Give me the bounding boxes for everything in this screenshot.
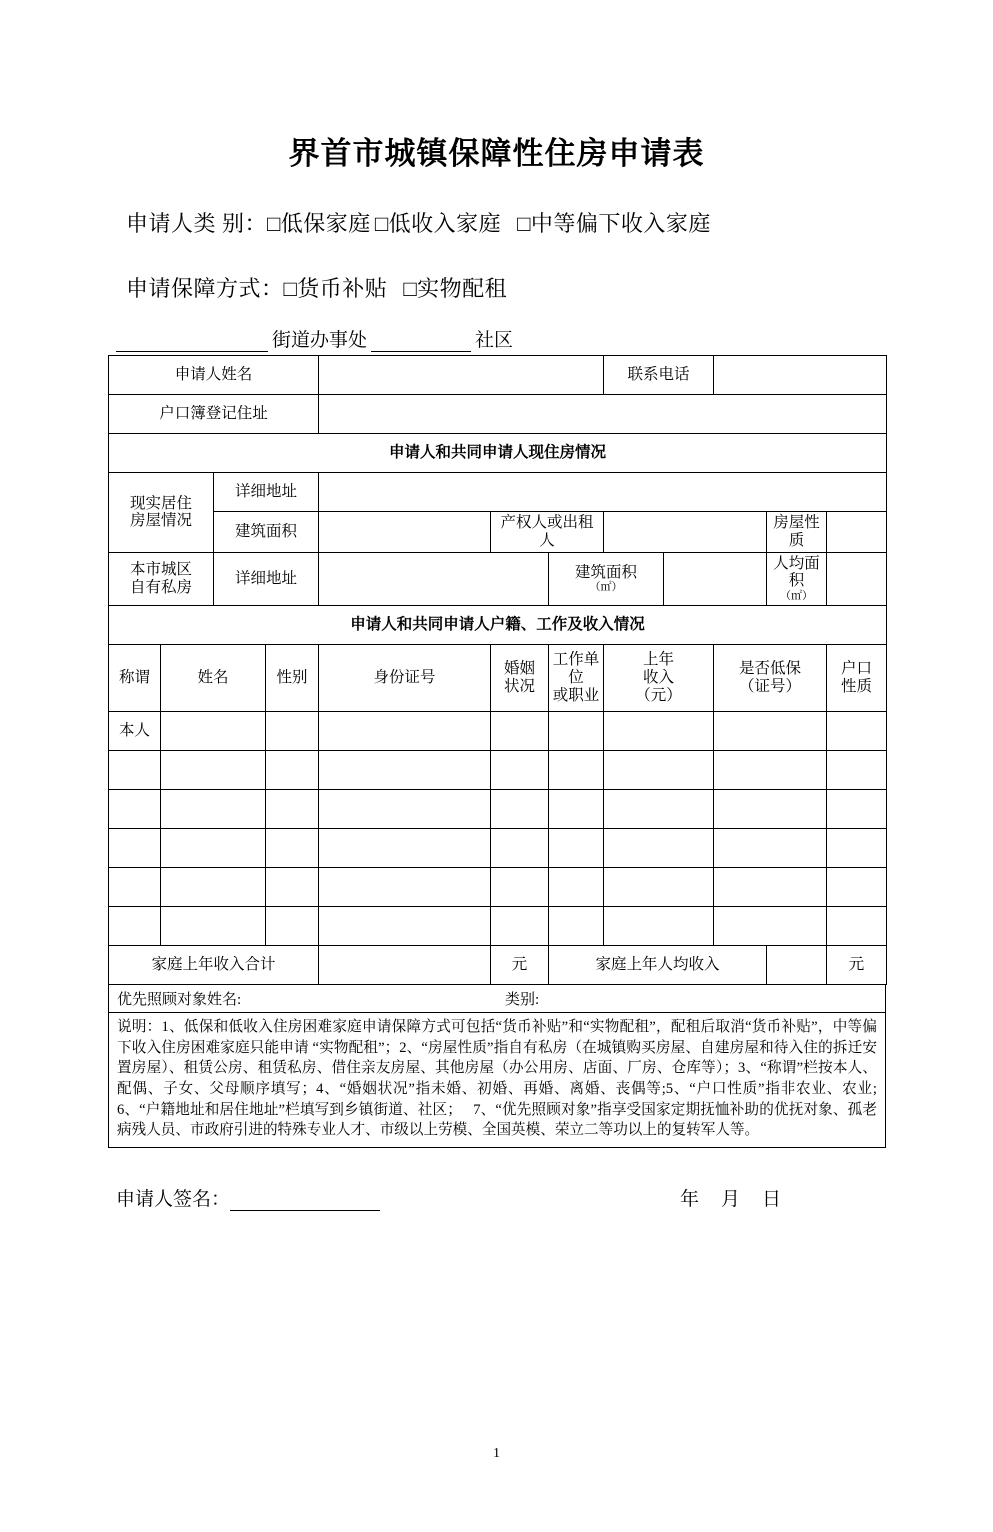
member-relation-input[interactable] — [109, 906, 161, 945]
owner-or-lessor-label: 产权人或出租人 — [491, 512, 604, 553]
page-title: 界首市城镇保障性住房申请表 — [288, 136, 705, 171]
table-row — [109, 512, 887, 553]
member-income-input[interactable] — [604, 828, 714, 867]
applicant-type-option-middlelow[interactable]: □中等偏下收入家庭 — [517, 211, 711, 236]
current-building-area-input[interactable] — [319, 512, 491, 553]
table-row — [109, 434, 887, 473]
member-relation-input[interactable] — [109, 789, 161, 828]
member-row-empty — [109, 750, 887, 789]
member-income-input[interactable] — [604, 906, 714, 945]
member-id-input[interactable] — [319, 867, 491, 906]
member-table-header-row — [109, 644, 887, 711]
family-per-capita-income-input[interactable] — [767, 945, 827, 984]
guarantee-method-line — [126, 272, 885, 303]
income-summary-row — [109, 945, 887, 984]
own-building-area-input[interactable] — [664, 552, 767, 605]
member-dibao-input[interactable] — [714, 906, 827, 945]
priority-name-label: 优先照顾对象姓名: — [117, 991, 242, 1008]
per-capita-area-label-text: 人均面积 — [773, 554, 820, 590]
member-marital-input[interactable] — [491, 906, 549, 945]
priority-type-label: 类别: — [505, 991, 540, 1008]
member-row-empty — [109, 789, 887, 828]
member-relation-input[interactable] — [109, 867, 161, 906]
hukou-address-input[interactable] — [319, 395, 887, 434]
house-nature-label: 房屋性质 — [767, 512, 827, 553]
member-income-input[interactable] — [604, 711, 714, 750]
col-header-last-year-income: 上年 收入 （元） — [604, 644, 714, 711]
applicant-type-option-lowincome[interactable]: □低收入家庭 — [374, 211, 502, 236]
member-id-input[interactable] — [319, 828, 491, 867]
member-gender-input[interactable] — [266, 828, 319, 867]
member-marital-input[interactable] — [491, 828, 549, 867]
member-gender-input[interactable] — [266, 906, 319, 945]
member-row-empty — [109, 828, 887, 867]
current-house-label — [109, 473, 214, 553]
guarantee-method-label: 申请保障方式： — [126, 276, 284, 301]
own-detail-address-input[interactable] — [319, 552, 549, 605]
member-hukou-input[interactable] — [827, 828, 887, 867]
member-row-self — [109, 711, 887, 750]
family-total-income-label: 家庭上年收入合计 — [109, 945, 319, 984]
family-per-capita-income-label: 家庭上年人均收入 — [549, 945, 767, 984]
member-hukou-input[interactable] — [827, 711, 887, 750]
own-house-label-line1: 本市城区 — [129, 560, 192, 578]
section-housing-title: 申请人和共同申请人现住房情况 — [109, 434, 887, 473]
current-house-label-line1: 现实居住 — [129, 494, 192, 512]
signature-label: 申请人签名： — [116, 1189, 231, 1211]
per-capita-area-unit: （㎡） — [780, 590, 814, 603]
page-number: 1 — [493, 1446, 500, 1461]
guarantee-option-money[interactable]: □货币补贴 — [283, 276, 388, 301]
per-capita-area-input[interactable] — [827, 552, 887, 605]
member-hukou-input[interactable] — [827, 906, 887, 945]
member-id-input[interactable] — [319, 711, 491, 750]
table-row — [109, 395, 887, 434]
member-gender-input[interactable] — [266, 867, 319, 906]
member-row-empty — [109, 906, 887, 945]
member-income-input[interactable] — [604, 789, 714, 828]
member-relation-input[interactable] — [109, 828, 161, 867]
family-total-income-unit: 元 — [491, 945, 549, 984]
table-row — [109, 356, 887, 395]
member-hukou-input[interactable] — [827, 789, 887, 828]
street-office-input[interactable] — [116, 329, 268, 352]
table-row — [109, 473, 887, 512]
house-nature-input[interactable] — [827, 512, 887, 553]
member-id-input[interactable] — [319, 906, 491, 945]
current-house-label-line2: 房屋情况 — [129, 512, 192, 530]
member-relation-input[interactable] — [109, 750, 161, 789]
col-header-relation: 称谓 — [109, 644, 161, 711]
own-building-area-unit: （㎡） — [589, 581, 623, 594]
member-employer-input[interactable] — [549, 789, 604, 828]
signature-line — [108, 1184, 885, 1211]
member-row-empty — [109, 867, 887, 906]
member-gender-input[interactable] — [266, 789, 319, 828]
member-marital-input[interactable] — [491, 750, 549, 789]
member-hukou-input[interactable] — [827, 750, 887, 789]
member-dibao-input[interactable] — [714, 789, 827, 828]
col-header-gender: 性别 — [266, 644, 319, 711]
table-row — [109, 605, 887, 644]
member-marital-input[interactable] — [491, 867, 549, 906]
col-header-is-dibao: 是否低保 （证号） — [714, 644, 827, 711]
phone-label: 联系电话 — [604, 356, 714, 395]
member-employer-input[interactable] — [549, 906, 604, 945]
street-office-label: 街道办事处 — [272, 330, 368, 351]
applicant-name-label: 申请人姓名 — [109, 356, 319, 395]
member-employer-input[interactable] — [549, 711, 604, 750]
col-header-marital-status: 婚姻 状况 — [491, 644, 549, 711]
member-marital-input[interactable] — [491, 789, 549, 828]
signature-input[interactable] — [230, 1190, 380, 1211]
member-dibao-input[interactable] — [714, 750, 827, 789]
member-gender-input[interactable] — [266, 711, 319, 750]
member-gender-input[interactable] — [266, 750, 319, 789]
per-capita-area-label — [767, 552, 827, 605]
col-header-name: 姓名 — [161, 644, 266, 711]
community-label: 社区 — [475, 330, 514, 351]
guarantee-option-physical[interactable]: □实物配租 — [403, 276, 508, 301]
own-building-area-label-text: 建筑面积 — [575, 563, 638, 581]
col-header-hukou-nature: 户口 性质 — [827, 644, 887, 711]
member-dibao-input[interactable] — [714, 867, 827, 906]
current-building-area-label: 建筑面积 — [214, 512, 319, 553]
member-id-input[interactable] — [319, 750, 491, 789]
member-dibao-input[interactable] — [714, 711, 827, 750]
applicant-name-input[interactable] — [319, 356, 604, 395]
priority-row — [108, 985, 886, 1013]
street-community-line — [108, 325, 885, 351]
own-detail-address-label: 详细地址 — [214, 552, 319, 605]
applicant-type-label: 申请人类 别： — [126, 211, 268, 236]
member-name-input[interactable] — [161, 867, 266, 906]
community-input[interactable] — [371, 329, 471, 352]
month-label: 月 — [720, 1189, 762, 1211]
hukou-address-label: 户口簿登记住址 — [109, 395, 319, 434]
family-total-income-input[interactable] — [319, 945, 491, 984]
table-row — [109, 552, 887, 605]
family-per-capita-income-unit: 元 — [827, 945, 887, 984]
day-label: 日 — [761, 1189, 803, 1211]
col-header-id-number: 身份证号 — [319, 644, 491, 711]
member-income-input[interactable] — [604, 750, 714, 789]
document-page — [0, 128, 993, 1532]
member-dibao-input[interactable] — [714, 828, 827, 867]
date-fields — [680, 1184, 885, 1211]
member-id-input[interactable] — [319, 789, 491, 828]
notes-block: 说明：1、低保和低收入住房困难家庭申请保障方式可包括“货币补贴”和“实物配租”，配租后取消“货币补贴”，中等偏下收入住房困难家庭只能申请 “实物配租”；2、“房屋性质”指自有私房（在城镇购买房屋、自建房屋和待入住的拆迁安置房屋）、租赁公房、租赁私房、借住亲友房屋、其他房屋（办公用房、店面、厂房、仓库等）；3、“称谓”栏按本人、配偶、子女、父母顺序填写；4、“婚姻状况”指未婚、初婚、再婚、离婚、丧偶等;5、“户口性质”指非农业、农业; 6、“户籍地址和居住地址”栏填写到乡镇街道、社区； 7、“优先照顾对象”指享受国家定期抚恤补助的优抚对象、孤老病残人员、市政府引进的特殊专业人才、市级以上劳模、全国英模、荣立二等功以上的复转军人等。 — [108, 1013, 886, 1148]
member-income-input[interactable] — [604, 867, 714, 906]
applicant-type-line — [126, 207, 885, 238]
member-relation-self: 本人 — [109, 711, 161, 750]
member-employer-input[interactable] — [549, 750, 604, 789]
member-name-input[interactable] — [161, 789, 266, 828]
member-marital-input[interactable] — [491, 711, 549, 750]
current-detail-address-label: 详细地址 — [214, 473, 319, 512]
own-house-label — [109, 552, 214, 605]
applicant-type-option-lowincome-security[interactable]: □低保家庭 — [267, 211, 371, 236]
member-employer-input[interactable] — [549, 867, 604, 906]
member-name-input[interactable] — [161, 750, 266, 789]
col-header-employer: 工作单位 或职业 — [549, 644, 604, 711]
current-detail-address-input[interactable] — [319, 473, 887, 512]
member-name-input[interactable] — [161, 711, 266, 750]
member-employer-input[interactable] — [549, 828, 604, 867]
phone-input[interactable] — [714, 356, 887, 395]
year-label: 年 — [679, 1189, 721, 1211]
own-building-area-label — [549, 552, 664, 605]
own-house-label-line2: 自有私房 — [129, 578, 192, 596]
member-name-input[interactable] — [161, 906, 266, 945]
application-form-table — [108, 355, 887, 985]
owner-or-lessor-input[interactable] — [604, 512, 767, 553]
member-name-input[interactable] — [161, 828, 266, 867]
section-income-title: 申请人和共同申请人户籍、工作及收入情况 — [109, 605, 887, 644]
member-hukou-input[interactable] — [827, 867, 887, 906]
